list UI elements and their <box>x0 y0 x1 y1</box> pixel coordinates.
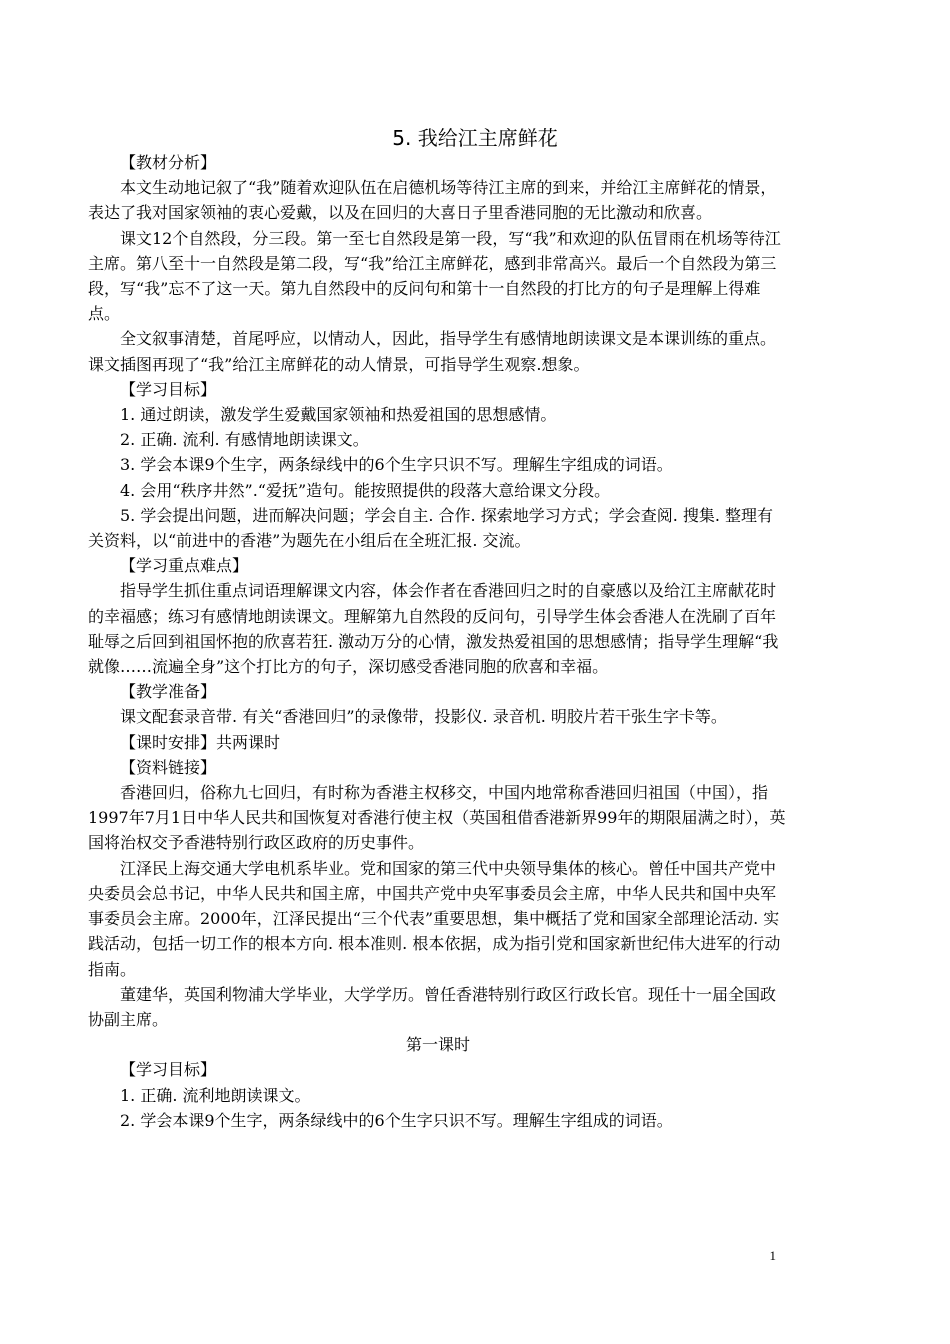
paragraph-analysis-1: 本文生动地记叙了“我”随着欢迎队伍在启德机场等待江主席的到来，并给江主席鲜花的情景，表达了我对国家领袖的衷心爱戴，以及在回归的大喜日子里香港同胞的无比激动和欣喜。 <box>88 178 777 223</box>
paragraph-analysis-2: 课文12个自然段，分三段。第一至七自然段是第一段，写“我”和欢迎的队伍冒雨在机场等待江主席。第八至十一自然段是第二段，写“我”给江主席鲜花，感到非常高兴。最后一个自然段为第三段，写“我”忘不了这一天。第九自然段中的反问句和第十一自然段的打比方的句子是理解上得难点。 <box>88 228 781 324</box>
lesson-heading: 第一课时 <box>405 1035 470 1055</box>
goal-item-1: 1. 通过朗读，激发学生爱戴国家领袖和热爱祖国的思想感情。 <box>120 405 557 425</box>
document-title: 5. 我给江主席鲜花 <box>392 126 558 150</box>
goal-item-5: 5. 学会提出问题，进而解决问题；学会自主. 合作. 探索地学习方式；学会查阅. 搜集. 整理有关资料，以“前进中的香港”为题先在小组后在全班汇报. 交流。 <box>88 505 774 551</box>
section-heading-references: 【资料链接】 <box>120 757 217 777</box>
goal-item-3: 3. 学会本课9个生字，两条绿线中的6个生字只识不写。理解生字组成的词语。 <box>120 455 673 475</box>
goal-item-4: 4. 会用“秩序井然”.“爱抚”造句。能按照提供的段落大意给课文分段。 <box>120 480 611 500</box>
paragraph-reference-3: 董建华，英国利物浦大学毕业，大学学历。曾任香港特别行政区行政长官。现任十一届全国政协副主席。 <box>88 984 777 1029</box>
section-heading-preparation: 【教学准备】 <box>120 682 217 702</box>
paragraph-preparation: 课文配套录音带. 有关“香港回归”的录像带，投影仪. 录音机. 明胶片若干张生字卡等。 <box>120 707 727 727</box>
section-heading-goals-2: 【学习目标】 <box>120 1060 217 1080</box>
lesson-goal-item-2: 2. 学会本课9个生字，两条绿线中的6个生字只识不写。理解生字组成的词语。 <box>120 1110 673 1130</box>
paragraph-key-points: 指导学生抓住重点词语理解课文内容，体会作者在香港回归之时的自豪感以及给江主席献花时的幸福感；练习有感情地朗读课文。理解第九自然段的反问句，引导学生体会香港人在洗刷了百年耻辱之后回到祖国怀抱的欣喜若狂. 激动万分的心情，激发热爱祖国的思想感情；指导学生理解“我就像……流遍全身”这个打比方的句子，深切感受香港同胞的欣喜和幸福。 <box>88 581 779 677</box>
lesson-goal-item-1: 1. 正确. 流利地朗读课文。 <box>120 1085 311 1105</box>
paragraph-analysis-3: 全文叙事清楚，首尾呼应，以情动人，因此，指导学生有感情地朗读课文是本课训练的重点。课文插图再现了“我”给江主席鲜花的动人情景，可指导学生观察.想象。 <box>88 329 777 374</box>
document-body <box>88 150 788 1133</box>
section-heading-schedule: 【课时安排】共两课时 <box>120 732 281 752</box>
section-heading-analysis: 【教材分析】 <box>120 153 217 172</box>
page-number: 1 <box>769 1248 776 1263</box>
paragraph-reference-2: 江泽民上海交通大学电机系毕业。党和国家的第三代中央领导集体的核心。曾任中国共产党中央委员会总书记，中华人民共和国主席，中国共产党中央军事委员会主席，中华人民共和国中央军事委员会主席。2000年，江泽民提出“三个代表”重要思想，集中概括了党和国家全部理论活动. 实践活动，包括一切工作的根本方向. 根本准则. 根本依据，成为指引党和国家新世纪伟大进军的行动指南。 <box>88 858 781 979</box>
section-heading-key-points: 【学习重点难点】 <box>120 556 249 576</box>
goal-item-2: 2. 正确. 流利. 有感情地朗读课文。 <box>120 430 369 450</box>
paragraph-reference-1: 香港回归，俗称九七回归，有时称为香港主权移交，中国内地常称香港回归祖国（中国），指1997年7月1日中华人民共和国恢复对香港行使主权（英国租借香港新界99年的期限届满之时），英国将治权交予香港特别行政区政府的历史事件。 <box>88 783 786 853</box>
section-heading-goals: 【学习目标】 <box>120 379 217 399</box>
